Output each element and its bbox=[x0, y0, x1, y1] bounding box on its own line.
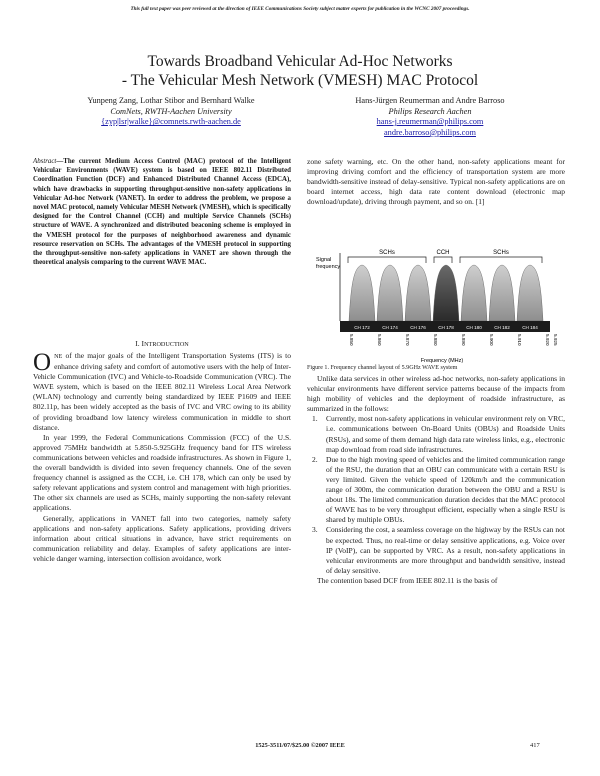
channel-lobe-ch-174 bbox=[377, 265, 403, 321]
application-list bbox=[307, 414, 565, 576]
power-label-2: frequency bbox=[316, 264, 341, 270]
cch-bracket bbox=[434, 257, 452, 263]
frequency-tick-label: 5.925 bbox=[553, 334, 558, 346]
abstract-text: —The current Medium Access Control (MAC) protocol of the Intelligent Vehicular Environments (WAVE) system is based on IEEE 802.11 Distributed Coordination Function (DCF) and Enhanced Distributed Channel Access (EDCA), which have drawbacks in supporting throughput-sensitive non-safety applications in Vehicular Ad-hoc Network (VANET). In order to address the problem, we propose a novel MAC protocol, namely Vehicular MESH Network (VMESH), which is specifically designed for the Control Channel (CCH) and multiple Service Channels (SCHs) structure of WAVE. A synchronized and distributed beaconing scheme is employed in the VMESH protocol for the purposes of neighborhood awareness and dynamic resource reservation on SCHs. The advantages of the VMESH protocol in supporting the throughput-sensitive non-safety applications in VANET are shown through the theoretical analysis comparing to the current WAVE MAC. bbox=[33, 158, 291, 267]
channel-label: CH 184 bbox=[522, 325, 538, 330]
channel-lobe-ch-180 bbox=[461, 265, 487, 321]
channel-layout-figure bbox=[314, 243, 560, 365]
right-column-top bbox=[307, 157, 565, 207]
frequency-tick-label: 5.850 bbox=[349, 334, 354, 346]
intro-paragraph-3: Generally, applications in VANET fall into two categories, namely safety applications and non-safety applications. Safety applications, providing drivers information about critical situations in advance, have strict requirements on communication reliability and delay. Examples of safety applications are inter-vehicle danger warning, intersection collision avoidance, work bbox=[33, 513, 291, 563]
frequency-tick-label: 5.870 bbox=[405, 334, 410, 346]
right-paragraph-2: The contention based DCF from IEEE 802.11 is the basis of bbox=[317, 575, 498, 585]
paper-title bbox=[0, 52, 600, 90]
list-item: 3. Considering the cost, a seamless coverage on the highway by the RSUs can not be expected. Thus, no real-time or delay sensitive applications, e.g. Voice over IP (VoIP), can be supported by VRC. As a result, non-safety applications in vehicular environments are more throughput and bandwidth sensitive, instead of delay sensitive. bbox=[312, 525, 565, 575]
right-paragraph-1: Unlike data services in other wireless ad-hoc networks, non-safety applications in vehicular environments have different service patterns because of the impacts from high mobility of vehicles and the deployment of roadside infrastructure, as summarized in the follows: bbox=[307, 374, 565, 414]
channel-lobe-ch-172 bbox=[349, 265, 375, 321]
channel-lobe-ch-176 bbox=[405, 265, 431, 321]
right-column-body bbox=[307, 374, 565, 586]
author-names-left: Yunpeng Zang, Lothar Stibor and Bernhard Walke bbox=[87, 96, 255, 105]
sch-bracket-left bbox=[348, 257, 426, 263]
channel-label: CH 178 bbox=[438, 325, 454, 330]
frequency-tick-label: 5.880 bbox=[433, 334, 438, 346]
channel-label: CH 176 bbox=[410, 325, 426, 330]
drop-cap: O bbox=[33, 349, 52, 376]
email-link-right-2[interactable]: andre.barroso@philips.com bbox=[384, 127, 476, 137]
list-item: 2. Due to the high moving speed of vehicles and the limited communication range of the RSU, the duration that an OBU can communicate with a certain RSU is very limited. Given the vehicle speed of 120km/h and the communication range of 300m, the communication duration between the OBU and a RSU is about 18s. The limited communication duration decides that the MAC protocol of WAVE has to be very throughput efficient, especially when a single RSU is shared by multiple OBUs. bbox=[312, 454, 565, 525]
frequency-tick-label: 5.890 bbox=[461, 334, 466, 346]
email-link-left[interactable]: {zyp|lsr|walke}@comnets.rwth-aachen.de bbox=[101, 117, 241, 127]
authors-right bbox=[306, 96, 554, 138]
author-names-right: Hans-Jürgen Reumerman and Andre Barroso bbox=[355, 96, 505, 105]
intro-paragraph-2: In year 1999, the Federal Communications Commission (FCC) of the U.S. approved 75MHz bandwidth at 5.850-5.925GHz frequency band for ITS wireless communications between vehicles and roadside infrastructures. As shown in Figure 1, the overall bandwidth is divided into seven frequency channels. One of the seven frequency channel is assigned as the CCH, i.e. CH 178, which can only be used by safety relevant applications and system control and management with high priorities. The other six channels are used as SCHs, mainly supporting the non-safety relevant applications. bbox=[33, 432, 291, 513]
power-label-1: Signal bbox=[316, 257, 332, 263]
frequency-tick-label: 5.860 bbox=[377, 334, 382, 346]
frequency-tick-label: 5.900 bbox=[489, 334, 494, 346]
list-item: 1. Currently, most non-safety applications in vehicular environment rely on VRC, i.e. communications between On-Board Units (OBUs) and Roadside Units (RSUs), and some of them demand high data rate wireless links, e.g., electronic map download from road side infrastructures. bbox=[312, 414, 565, 454]
conference-notice: This full text paper was peer reviewed at the direction of IEEE Communications Society subject matter experts for publication in the WCNC 2007 proceedings. bbox=[130, 6, 470, 12]
frequency-tick-label: 5.910 bbox=[517, 334, 522, 346]
copyright-footer: 1525-3511/07/$25.00 ©2007 IEEE bbox=[255, 742, 345, 749]
cch-label: CCH bbox=[436, 250, 450, 256]
abstract-lead: Abstract bbox=[33, 158, 57, 165]
affiliation-left: ComNets, RWTH-Aachen University bbox=[110, 106, 232, 116]
section-heading-introduction: I. INTRODUCTION bbox=[135, 339, 189, 348]
channel-label: CH 182 bbox=[494, 325, 510, 330]
frequency-tick-label: 5.920 bbox=[545, 334, 550, 346]
email-link-right-1[interactable]: hans-j.reumerman@philips.com bbox=[376, 117, 484, 127]
channel-lobe-ch-178 bbox=[433, 265, 459, 321]
frequency-axis-label: Frequency (MHz) bbox=[420, 358, 464, 364]
channel-label: CH 172 bbox=[354, 325, 370, 330]
page-number: 417 bbox=[530, 742, 540, 749]
authors-left bbox=[48, 96, 294, 128]
channel-lobe-ch-184 bbox=[517, 265, 543, 321]
intro-paragraph-1: ONE of the major goals of the Intelligent Transportation Systems (ITS) is to enhance driving safety and comfort of automotive users with the help of Inter-Vehicle Communication (IVC) and Vehicle-to-Roadside Communication (VRC). The WAVE system, which is based on the IEEE 802.11 Wireless Local Area Network (WLAN) technology and currently being standardized by IEEE P1609 and IEEE 802.11p, has been widely accepted as the basis of IVC and VRC owing to its ability of providing broadband low latency wireless communication in middle to short distance. bbox=[33, 349, 291, 432]
channel-lobe-ch-182 bbox=[489, 265, 515, 321]
abstract bbox=[33, 157, 291, 267]
title-line-2: - The Vehicular Mesh Network (VMESH) MAC Protocol bbox=[121, 72, 479, 89]
title-line-1: Towards Broadband Vehicular Ad-Hoc Networks bbox=[147, 53, 453, 70]
figure-caption: Figure 1. Frequency channel layout of 5.9GHz WAVE system bbox=[307, 365, 458, 371]
channel-label: CH 174 bbox=[382, 325, 398, 330]
sch-label-left: SCHs bbox=[379, 250, 395, 256]
sch-label-right: SCHs bbox=[493, 250, 509, 256]
sch-bracket-right bbox=[460, 257, 542, 263]
introduction-body bbox=[33, 351, 291, 564]
affiliation-right: Philips Research Aachen bbox=[388, 106, 472, 116]
channel-label: CH 180 bbox=[466, 325, 482, 330]
right-paragraph-continued: zone safety warning, etc. On the other hand, non-safety applications meant for improving driving comfort and the efficiency of transportation system are more bandwidth-sensitive instead of delay-sensitive. Typical non-safety applications are on board internet access, high data rate content download (electronic map download/update), driving through payment, and so on. [1] bbox=[307, 157, 565, 207]
